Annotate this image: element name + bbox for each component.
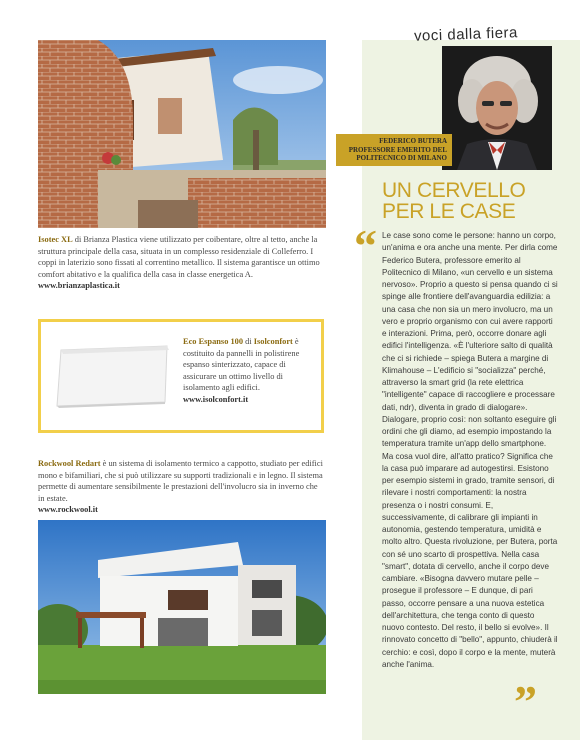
isotec-text: di Brianza Plastica viene utilizzato per coibentare, oltre al tetto, anche la struttura principale della casa, situata in un complesso residenziale di Colleferro. I coppi in laterizio sono fissati al correntino metallico. Il sistema garantisce un ottimo comfort abitativo e la qualifica della casa in classe energetica A. — [38, 235, 320, 279]
article-title — [382, 180, 525, 222]
isolconfort-brand1: Eco Espanso 100 — [183, 337, 244, 346]
modern-house-photo — [38, 520, 326, 694]
insulation-panel-image — [53, 344, 171, 408]
person-name: FEDERICO BUTERA — [379, 137, 447, 145]
brick-house-photo — [38, 40, 326, 228]
isolconfort-caption: Eco Espanso 100 di Isolconfort è costituito da pannelli in polistirene espanso sinterizzato, capace di assicurare un ottimo livello di isolamento agli edifici. www.isolconfort.it — [183, 336, 321, 406]
person-role-line2: POLITECNICO DI MILANO — [356, 154, 447, 162]
rockwool-brand: Rockwool Redart — [38, 459, 101, 468]
isotec-caption — [38, 234, 326, 292]
article-body: Le case sono come le persone: hanno un corpo, un'anima e ora anche una mente. Per dirla come Federico Butera, professore emerito al Politecnico di Milano, «un cervello e un sistema nervoso». Proprio a questo si pensa quando ci si spinge alle frontiere dell'avanguardia edilizia: a una casa che non sia un mero involucro, ma un vero e proprio organismo con cui avere rapporti e interazioni. Prima, però, occorre donare agli edifici l'intelligenza. «È l'ulteriore salto di qualità che ci si richiede – spiega Butera a margine di Klimahouse – L'edificio si "socializza" perché, attraverso la smart grid (la rete elettrica "intelligente" capace di raccogliere e processare dati, ndr), diventa in grado di dialogare». Dialogare, proprio così: non soltanto eseguire gli ordini che gli diamo, ad esempio impostando la temperatura tramite un'app dello smartphone. Ma cosa vuol dire, all'atto pratico? Significa che la casa può imparare ad autogestirsi. Esistono per esempio sistemi in grado, tramite sensori, di rilevare i nostri comportamenti: la nostra presenza o i nostri consumi. E, successivamente, di calibrare gli impianti in autonomia, gestendo temperatura, umidità e molto altro. Questa rivoluzione, per Butera, porta con sé uno scarto di prospettiva. Nella casa "smart", dotata di cervello, anche il corpo deve cambiare. «Bisogna davvero mutare pelle – prosegue il professore – E dunque, di pari passo, occorre pensare a una nuova estetica dell'architettura, che tenga conto di questo nuovo contesto. Del resto, il bello si evolve». Il rinnovato concetto di "bello", appunto, chiuderà il cerchio: e così, dopo il corpo e la mente, muterà anche l'anima. — [382, 231, 558, 669]
rockwool-text: è un sistema di isolamento termico a cappotto, studiato per edifici mono e bifamiliari, che si può utilizzare su supporti tradizionali e in legno. Il sistema permette di aumentare sensibilmente le prestazioni dell'involucro sia in inverno che in estate. — [38, 459, 323, 503]
rockwool-caption — [38, 458, 326, 516]
person-name-box — [336, 134, 452, 166]
isotec-brand: Isotec XL — [38, 235, 73, 244]
isolconfort-text: è costituito da pannelli in polistirene espanso sinterizzato, capace di assicurare un ottimo livello di isolamento agli edifici. — [183, 337, 300, 393]
open-quote-mark: “ — [354, 220, 377, 271]
portrait-photo — [442, 46, 552, 170]
person-role-line1: PROFESSORE EMERITO DEL — [348, 145, 447, 154]
isotec-url[interactable]: www.brianzaplastica.it — [38, 281, 120, 291]
rockwool-url[interactable]: www.rockwool.it — [38, 505, 98, 515]
isolconfort-url[interactable]: www.isolconfort.it — [183, 394, 249, 404]
title-line2: PER LE CASE — [382, 200, 516, 223]
isolconfort-product-box — [38, 319, 324, 433]
close-quote-mark: ” — [514, 676, 537, 727]
section-tag: voci dalla fiera — [413, 24, 519, 45]
title-line1: UN CERVELLO — [382, 179, 526, 202]
isolconfort-brand2: Isolconfort — [253, 337, 293, 346]
